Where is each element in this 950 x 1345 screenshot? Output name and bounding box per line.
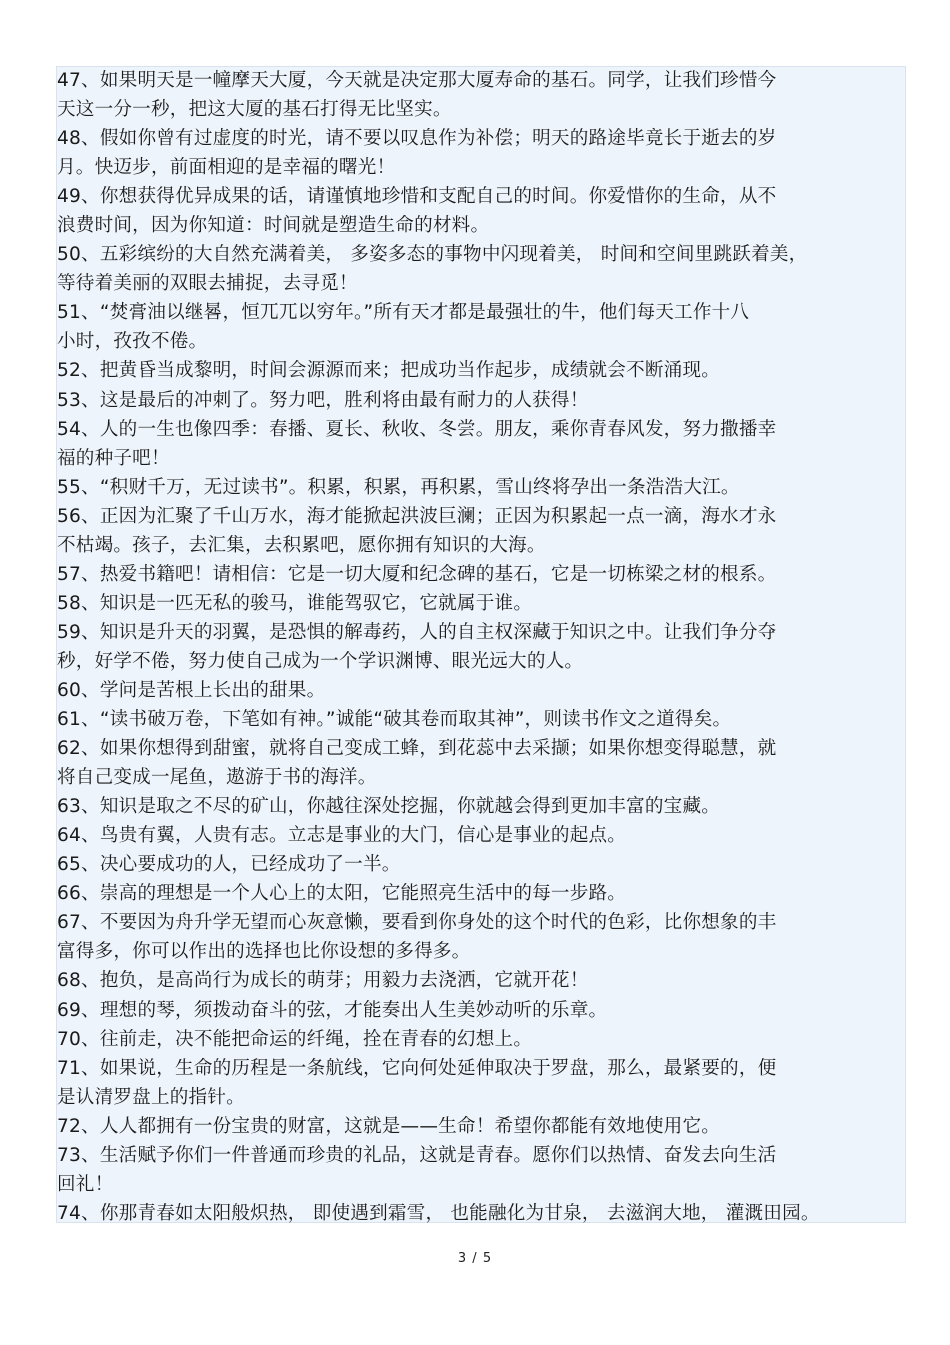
text-line: 72、人人都拥有一份宝贵的财富，这就是——生命！希望你都能有效地使用它。 xyxy=(57,1115,721,1137)
text-line: 73、生活赋予你们一件普通而珍贵的礼品，这就是青春。愿你们以热情、奋发去向生活 xyxy=(57,1144,777,1166)
text-line: 54、人的一生也像四季：春播、夏长、秋收、冬尝。朋友，乘你青春风发，努力撒播幸 xyxy=(57,418,777,440)
text-line: 是认清罗盘上的指针。 xyxy=(57,1086,245,1108)
text-line: 天这一分一秒，把这大厦的基石打得无比坚实。 xyxy=(57,99,452,121)
page-number: 3 / 5 xyxy=(457,1251,493,1266)
text-line: 将自己变成一尾鱼，遨游于书的海洋。 xyxy=(57,767,377,789)
text-line: 49、你想获得优异成果的话，请谨慎地珍惜和支配自己的时间。你爱惜你的生命，从不 xyxy=(57,186,777,208)
text-line: 富得多，你可以作出的选择也比你设想的多得多。 xyxy=(57,941,471,963)
text-line: 不枯竭。孩子，去汇集，去积累吧，愿你拥有知识的大海。 xyxy=(57,534,546,556)
text-line: 小时，孜孜不倦。 xyxy=(57,331,208,353)
text-line: 63、知识是取之不尽的矿山，你越往深处挖掘，你就越会得到更加丰富的宝藏。 xyxy=(57,796,721,818)
text-line: 62、如果你想得到甜蜜，就将自己变成工蜂，到花蕊中去采撷；如果你想变得聪慧，就 xyxy=(57,738,777,760)
text-line: 56、正因为汇聚了千山万水，海才能掀起洪波巨澜；正因为积累起一点一滴，海水才永 xyxy=(57,505,777,527)
text-line: 66、崇高的理想是一个人心上的太阳，它能照亮生活中的每一步路。 xyxy=(57,883,627,905)
text-line: 70、往前走，决不能把命运的纤绳，拴在青春的幻想上。 xyxy=(57,1028,533,1050)
text-line: 74、你那青春如太阳般炽热， 即使遇到霜雪， 也能融化为甘泉， 去滋润大地， 灌溉田园。 xyxy=(57,1202,820,1224)
text-line: 福的种子吧！ xyxy=(57,447,170,469)
text-line: 秒，好学不倦，努力使自己成为一个学识渊博、眼光远大的人。 xyxy=(57,650,584,672)
text-line: 69、理想的琴，须拨动奋斗的弦，才能奏出人生美妙动听的乐章。 xyxy=(57,999,608,1021)
text-line: 68、抱负，是高尚行为成长的萌芽；用毅力去浇洒，它就开花！ xyxy=(57,970,589,992)
quote-text-block xyxy=(57,66,917,1228)
text-line: 48、假如你曾有过虚度的时光，请不要以叹息作为补偿；明天的路途毕竟长于逝去的岁 xyxy=(57,128,777,150)
text-line: 57、热爱书籍吧！请相信：它是一切大厦和纪念碑的基石，它是一切栋梁之材的根系。 xyxy=(57,563,777,585)
text-line: 52、把黄昏当成黎明，时间会源源而来；把成功当作起步，成绩就会不断涌现。 xyxy=(57,360,721,382)
text-line: 53、这是最后的冲刺了。努力吧，胜利将由最有耐力的人获得！ xyxy=(57,389,589,411)
text-line: 47、如果明天是一幢摩天大厦，今天就是决定那大厦寿命的基石。同学，让我们珍惜今 xyxy=(57,70,777,91)
text-line: 71、如果说，生命的历程是一条航线，它向何处延伸取决于罗盘，那么，最紧要的，便 xyxy=(57,1057,777,1079)
text-line: 等待着美丽的双眼去捕捉，去寻觅！ xyxy=(57,273,358,295)
text-line: 50、五彩缤纷的大自然充满着美， 多姿多态的事物中闪现着美， 时间和空间里跳跃着美， xyxy=(57,244,808,266)
text-line: 59、知识是升天的羽翼，是恐惧的解毒药，人的自主权深藏于知识之中。让我们争分夺 xyxy=(57,621,777,643)
text-line: 61、“读书破万卷，下笔如有神。”诚能“破其卷而取其神”，则读书作文之道得矣。 xyxy=(57,709,732,731)
text-line: 月。快迈步，前面相迎的是幸福的曙光！ xyxy=(57,157,396,179)
text-line: 51、“焚膏油以继晷，恒兀兀以穷年。”所有天才都是最强壮的牛，他们每天工作十八 xyxy=(57,302,750,324)
text-line: 55、“积财千万，无过读书”。积累，积累，再积累，雪山终将孕出一条浩浩大江。 xyxy=(57,476,740,498)
text-line: 64、鸟贵有翼，人贵有志。立志是事业的大门，信心是事业的起点。 xyxy=(57,825,627,847)
text-line: 回礼！ xyxy=(57,1173,114,1195)
text-line: 67、不要因为舟升学无望而心灰意懒，要看到你身处的这个时代的色彩，比你想象的丰 xyxy=(57,912,777,934)
text-line: 65、决心要成功的人，已经成功了一半。 xyxy=(57,854,401,876)
text-line: 60、学问是苦根上长出的甜果。 xyxy=(57,679,326,701)
text-line: 浪费时间，因为你知道：时间就是塑造生命的材料。 xyxy=(57,215,490,237)
text-line: 58、知识是一匹无私的骏马，谁能驾驭它，它就属于谁。 xyxy=(57,592,533,614)
